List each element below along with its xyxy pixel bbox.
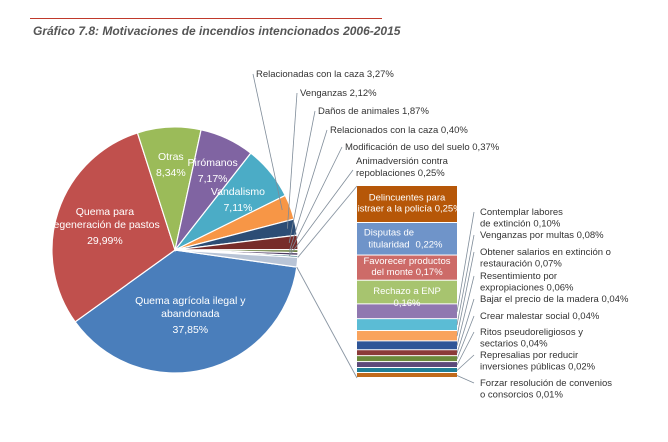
bar-leader-bajar-el-precio-de-la-madera: [457, 299, 474, 353]
leader-line-danos-de-animales: [289, 111, 315, 243]
pie-label-quema-para-regeneracion-de-pastos: Quema para regeneración de pastos 29,99%: [50, 205, 160, 247]
outside-label-danos-de-animales: Daños de animales 1,87%: [318, 106, 429, 117]
leader-line-relacionados-con-la-caza: [289, 130, 327, 251]
bar-label-favorecer-productos-del-monte: Favorecer productos del monte 0,17%: [363, 256, 451, 279]
bar-segment-ritos-pseudoreligiosos-y-sectarios: [357, 362, 457, 367]
bar-side-label-crear-malestar-social: Crear malestar social 0,04%: [480, 311, 600, 322]
bar-leader-forzar-resolucion-de-convenios-o-consorcios: [457, 376, 474, 384]
bar-side-label-obtener-salarios-en-extincion-o-restauracion: Obtener salarios en extinción o restauración 0,07%: [480, 247, 611, 270]
outside-label-relacionados-con-la-caza: Relacionados con la caza 0,40%: [330, 125, 468, 136]
bar-side-label-bajar-el-precio-de-la-madera: Bajar el precio de la madera 0,04%: [480, 294, 629, 305]
bar-leader-represalias-por-reducir-inversiones-publicas: [457, 355, 474, 371]
pie-label-otras: Otras 8,34%: [155, 151, 186, 180]
leader-line-animadversion-contra-repoblaciones: [289, 170, 353, 256]
bar-side-label-resentimiento-por-expropiaciones: Resentimiento por expropiaciones 0,06%: [480, 271, 574, 294]
bar-segment-venganzas-por-multas: [357, 319, 457, 330]
bar-label-rechazo-a-enp: Rechazo a ENP 0,16%: [373, 286, 441, 310]
bar-segment-forzar-resolucion-de-convenios-o-consorcios: [357, 373, 457, 377]
bar-label-disputas-de-titularidad: Disputas de titularidad 0,22%: [363, 227, 443, 251]
bar-side-label-venganzas-por-multas: Venganzas por multas 0,08%: [480, 230, 604, 241]
outside-label-animadversion-contra-repoblaciones: Animadversión contra repoblaciones 0,25%: [356, 156, 448, 179]
bar-segment-resentimiento-por-expropiaciones: [357, 341, 457, 349]
connector-bottom: [297, 267, 357, 378]
bar-side-label-contemplar-labores-de-extincion: Contemplar labores de extinción 0,10%: [480, 207, 563, 230]
bar-segment-represalias-por-reducir-inversiones-publicas: [357, 368, 457, 372]
bar-segment-crear-malestar-social: [357, 356, 457, 361]
outside-label-modificacion-de-uso-del-suelo: Modificación de uso del suelo 0,37%: [345, 142, 500, 153]
pie-label-piromanos: Pirómanos 7,17%: [187, 156, 238, 185]
bar-side-label-ritos-pseudoreligiosos-y-sectarios: Ritos pseudoreligiosos y sectarios 0,04%: [480, 327, 583, 350]
chart-title: Gráfico 7.8: Motivaciones de incendios intencionados 2006-2015: [33, 24, 401, 38]
outside-label-relacionadas-con-la-caza: Relacionadas con la caza 3,27%: [256, 69, 394, 80]
bar-side-label-represalias-por-reducir-inversiones-publicas: Represalias por reducir inversiones públicas 0,02%: [480, 350, 596, 373]
bar-side-label-forzar-resolucion-de-convenios-o-consorcios: Forzar resolución de convenios o consorcios 0,01%: [480, 378, 613, 401]
pie-label-quema-agricola-ilegal-y-abandonada: Quema agrícola ilegal y abandonada 37,85%: [135, 295, 246, 337]
bar-leader-obtener-salarios-en-extincion-o-restauracion: [457, 252, 474, 336]
bar-segment-obtener-salarios-en-extincion-o-restauracion: [357, 331, 457, 340]
outside-label-venganzas: Venganzas 2,12%: [300, 88, 377, 99]
pie-label-vandalismo: Vandalismo 7,11%: [210, 185, 266, 214]
bar-leader-contemplar-labores-de-extincion: [457, 212, 474, 312]
bar-label-delincuentes-para-distraer-a-la-policia: Delincuentes para distraer a la policía 0,25%: [352, 192, 462, 215]
bar-segment-bajar-el-precio-de-la-madera: [357, 350, 457, 355]
